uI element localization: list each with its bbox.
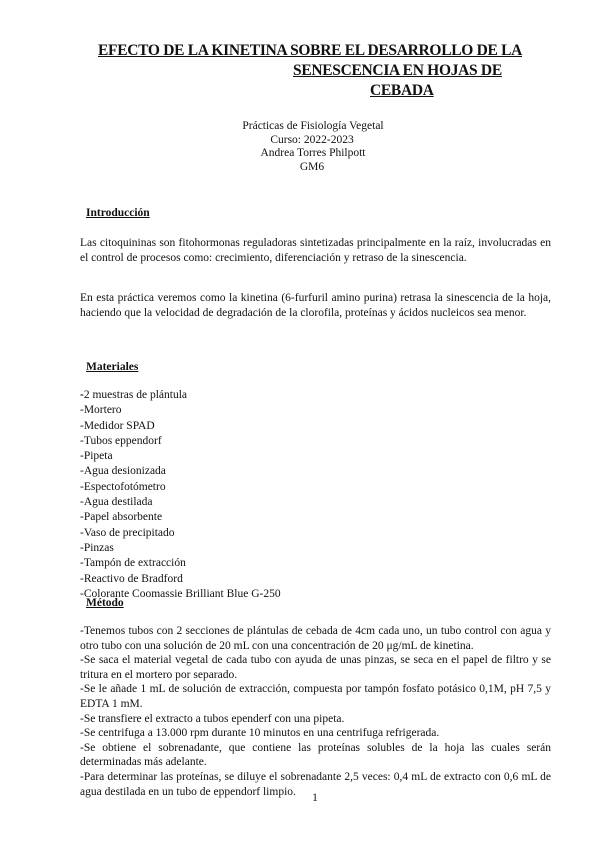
list-item: -Agua desionizada bbox=[80, 465, 166, 478]
method-step: -Tenemos tubos con 2 secciones de plántulas de cebada de 4cm cada uno, un tubo control con agua y otro tubo con una solución de 20 mL con una concentración de 20 μg/mL de kinetina. bbox=[80, 625, 551, 652]
list-item: -Agua destilada bbox=[80, 496, 153, 509]
list-item: -Tampón de extracción bbox=[80, 557, 186, 570]
list-item: -Medidor SPAD bbox=[80, 419, 155, 432]
list-item: -Vaso de precipitado bbox=[80, 526, 175, 539]
list-item: -Reactivo de Bradford bbox=[80, 572, 183, 585]
list-item: - 2 muestras de plántula bbox=[80, 388, 281, 403]
author-name: Andrea Torres Philpott bbox=[260, 147, 366, 159]
title-line-2: SENESCENCIA EN HOJAS DE bbox=[293, 62, 502, 79]
method-step: -Se transfiere el extracto a tubos ependerf con una pipeta. bbox=[80, 712, 345, 725]
course-year: Curso: 2022-2023 bbox=[270, 133, 354, 146]
method-step: -Se centrifuga a 13.000 rpm durante 10 minutos en una centrifuga refrigerada. bbox=[80, 727, 440, 740]
method-steps bbox=[80, 624, 551, 799]
materials-heading: Materiales bbox=[86, 361, 139, 373]
course-name: Prácticas de Fisiología Vegetal bbox=[242, 120, 384, 132]
materials-list bbox=[80, 388, 281, 602]
list-item: -Pipeta bbox=[80, 450, 113, 463]
method-step: -Se obtiene el sobrenadante, que contiene las proteínas solubles de la hoja las cuales serán determinadas más adelante. bbox=[80, 741, 551, 769]
document-meta bbox=[0, 120, 600, 174]
page-number: 1 bbox=[312, 792, 318, 804]
list-item: -Papel absorbente bbox=[80, 511, 163, 524]
list-item: -Mortero bbox=[80, 404, 122, 417]
list-item: -Tubos eppendorf bbox=[80, 434, 162, 447]
group-code: GM6 bbox=[299, 160, 325, 173]
list-item: -Colorante Coomassie Brilliant Blue G-250 bbox=[80, 587, 281, 600]
intro-heading: Introducción bbox=[86, 207, 150, 219]
method-step: -Se le añade 1 mL de solución de extracción, compuesta por tampón fosfato potásico 0,1M, pH 7,5 y EDTA 1 mM. bbox=[80, 683, 551, 710]
method-heading: Método bbox=[86, 597, 124, 609]
title-line-3: CEBADA bbox=[370, 82, 434, 99]
intro-paragraph-1: Las citoquininas son fitohormonas reguladoras sintetizadas principalmente en la raíz, involucradas en el control de procesos como: crecimiento, diferenciación y retraso de la sinescencia. bbox=[80, 237, 551, 264]
list-item: -Pinzas bbox=[80, 541, 114, 554]
title-line-1: EFECTO DE LA KINETINA SOBRE EL DESARROLLO DE LA bbox=[98, 42, 523, 59]
list-item: -Espectofotómetro bbox=[80, 480, 166, 493]
method-step: -Se saca el material vegetal de cada tubo con ayuda de unas pinzas, se seca en el papel de filtro y se tritura en el mortero por separado. bbox=[80, 654, 551, 681]
method-step: -Para determinar las proteínas, se diluye el sobrenadante 2,5 veces: 0,4 mL de extracto con 0,6 mL de agua destilada en un tubo de eppendorf limpio. bbox=[80, 770, 551, 798]
intro-paragraph-2: En esta práctica veremos como la kinetina (6-furfuril amino purina) retrasa la sinescencia de la hoja, haciendo que la velocidad de degradación de la clorofila, proteínas y ácidos nucleicos sea menor. bbox=[80, 292, 551, 319]
